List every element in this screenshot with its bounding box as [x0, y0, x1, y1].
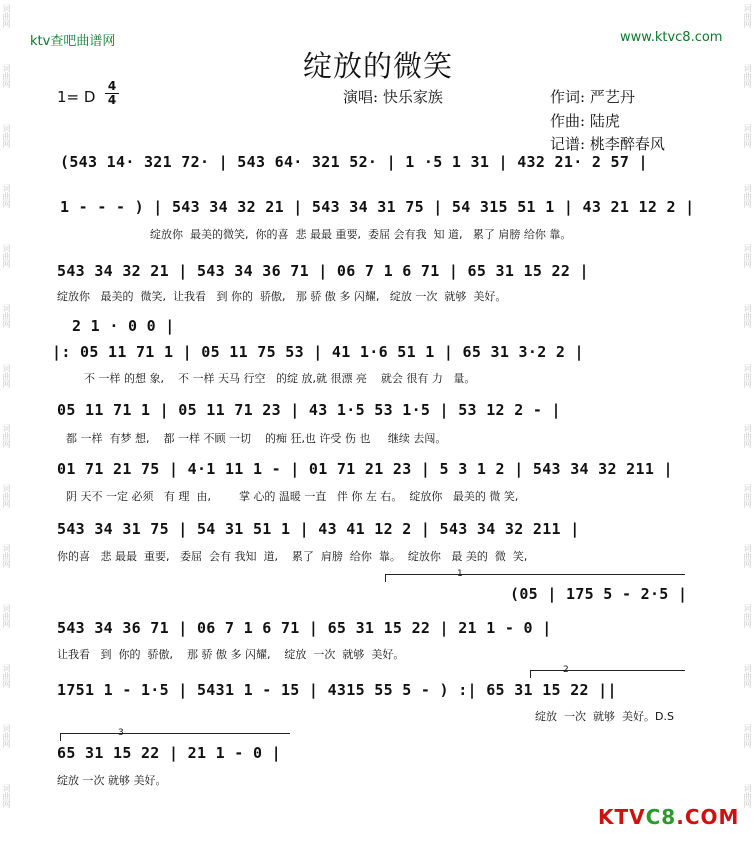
- transcriber-credit: 记谱: 桃李醉春风: [550, 135, 665, 153]
- watermark-text: 词曲网: [743, 244, 752, 268]
- watermark-text: 词曲网: [2, 604, 11, 628]
- logo-ktv: KTV: [598, 805, 646, 829]
- ending-3-number: 3: [118, 728, 124, 738]
- score-line-12-lyrics: 绽放 一次 就够 美好。: [57, 774, 167, 787]
- score-line-2-lyrics: 绽放你 最美的微笑, 你的喜 悲 最最 重要, 委屈 会有我 知 道, 累了 肩膀 给你 靠。: [150, 228, 572, 241]
- watermark-text: 词曲网: [2, 784, 11, 808]
- key-signature: 1= D: [57, 88, 96, 106]
- watermark-text: 词曲网: [743, 124, 752, 148]
- score-line-9-notes: (05 | 175 5 - 2·5 |: [510, 585, 688, 603]
- watermark-text: 词曲网: [743, 664, 752, 688]
- time-signature: [105, 80, 119, 107]
- logo-com: .COM: [676, 805, 740, 829]
- score-line-8-lyrics: 你的喜 悲 最最 重要, 委屈 会有 我知 道, 累了 肩膀 给你 靠。 绽放你 最 美的 微 笑,: [57, 550, 528, 563]
- site-url[interactable]: www.ktvc8.com: [620, 30, 723, 45]
- song-title: 绽放的微笑: [302, 49, 453, 83]
- score-line-7-lyrics: 阴 天不 一定 必须 有 理 由, 掌 心的 温暖 一直 伴 你 左 右。 绽放你 最美的 微 笑,: [66, 490, 519, 503]
- watermark-text: 词曲网: [2, 64, 11, 88]
- score-line-7-notes: 01 71 21 75 | 4·1 11 1 - | 01 71 21 23 | 5 3 1 2 | 543 34 32 211 |: [57, 460, 673, 478]
- ending-1-tick: [385, 574, 386, 582]
- score-line-6-notes: 05 11 71 1 | 05 11 71 23 | 43 1·5 53 1·5 | 53 12 2 - |: [57, 401, 561, 419]
- watermark-text: 词曲网: [2, 244, 11, 268]
- watermark-text: 词曲网: [2, 304, 11, 328]
- watermark-text: 词曲网: [2, 124, 11, 148]
- right-watermark-strip: [741, 0, 755, 855]
- ending-3-bracket: [60, 733, 290, 734]
- watermark-text: 词曲网: [2, 424, 11, 448]
- score-line-11-notes: 1751 1 - 1·5 | 5431 1 - 15 | 4315 55 5 - ) :| 65 31 15 22 ||: [57, 681, 617, 699]
- watermark-text: 词曲网: [2, 364, 11, 388]
- watermark-text: 词曲网: [2, 484, 11, 508]
- ending-2-bracket: [530, 670, 685, 671]
- ending-1-bracket: [385, 574, 685, 575]
- score-line-8-notes: 543 34 31 75 | 54 31 51 1 | 43 41 12 2 | 543 34 32 211 |: [57, 520, 580, 538]
- site-name[interactable]: ktv查吧曲谱网: [30, 34, 116, 49]
- watermark-text: 词曲网: [2, 184, 11, 208]
- watermark-text: 词曲网: [2, 724, 11, 748]
- watermark-text: 词曲网: [743, 784, 752, 808]
- time-signature-top: 4: [107, 79, 117, 93]
- score-line-3-notes: 543 34 32 21 | 543 34 36 71 | 06 7 1 6 71 | 65 31 15 22 |: [57, 262, 589, 280]
- score-line-4-notes: 2 1 · 0 0 |: [72, 317, 175, 335]
- watermark-text: 词曲网: [743, 424, 752, 448]
- left-watermark-strip: [0, 0, 14, 855]
- score-line-2-notes: 1 - - - ) | 543 34 32 21 | 543 34 31 75 | 54 315 51 1 | 43 21 12 2 |: [60, 198, 695, 216]
- watermark-text: 词曲网: [743, 4, 752, 28]
- ending-2-number: 2: [563, 665, 569, 675]
- watermark-text: 词曲网: [743, 64, 752, 88]
- watermark-text: 词曲网: [743, 544, 752, 568]
- watermark-text: 词曲网: [743, 484, 752, 508]
- watermark-text: 词曲网: [743, 304, 752, 328]
- watermark-text: 词曲网: [743, 724, 752, 748]
- ending-3-tick: [60, 733, 61, 741]
- score-line-6-lyrics: 都 一样 有梦 想, 都 一样 不顾 一切 的痴 狂,也 许受 伤 也 继续 去闯。: [66, 432, 447, 445]
- score-line-12-notes: 65 31 15 22 | 21 1 - 0 |: [57, 744, 281, 762]
- watermark-text: 词曲网: [743, 184, 752, 208]
- watermark-text: 词曲网: [2, 544, 11, 568]
- watermark-text: 词曲网: [2, 664, 11, 688]
- composer-credit: 作曲: 陆虎: [550, 112, 620, 130]
- time-signature-bottom: 4: [107, 93, 117, 107]
- watermark-text: 词曲网: [2, 4, 11, 28]
- ending-1-number: 1: [457, 569, 463, 579]
- watermark-text: 词曲网: [743, 364, 752, 388]
- watermark-text: 词曲网: [743, 604, 752, 628]
- score-line-10-notes: 543 34 36 71 | 06 7 1 6 71 | 65 31 15 22 | 21 1 - 0 |: [57, 619, 552, 637]
- score-line-11-lyrics: 绽放 一次 就够 美好。D.S: [535, 710, 674, 723]
- ending-2-tick: [530, 670, 531, 678]
- score-line-5-notes: |: 05 11 71 1 | 05 11 75 53 | 41 1·6 51 1 | 65 31 3·2 2 |: [52, 343, 584, 361]
- score-line-1-notes: (543 14· 321 72· | 543 64· 321 52· | 1 ·5 1 31 | 432 21· 2 57 |: [60, 153, 648, 171]
- lyricist-credit: 作词: 严艺丹: [550, 88, 635, 106]
- score-line-3-lyrics: 绽放你 最美的 微笑, 让我看 到 你的 骄傲, 那 骄 傲 多 闪耀, 绽放 一次 就够 美好。: [57, 290, 507, 303]
- score-line-10-lyrics: 让我看 到 你的 骄傲, 那 骄 傲 多 闪耀, 绽放 一次 就够 美好。: [57, 648, 405, 661]
- score-line-5-lyrics: 不 一样 的想 象, 不 一样 天马 行空 的绽 放,就 很漂 亮 就会 很有 力 量。: [84, 372, 476, 385]
- logo-c8: C8: [645, 805, 677, 829]
- site-logo[interactable]: [598, 805, 739, 829]
- singer-credit: 演唱: 快乐家族: [343, 88, 443, 106]
